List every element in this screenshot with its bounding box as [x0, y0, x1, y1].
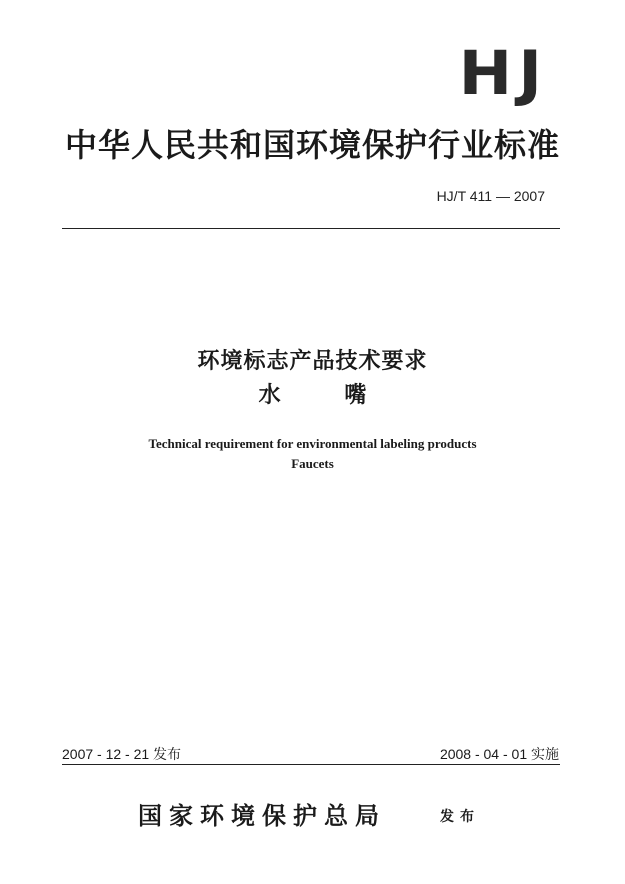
issuing-label: 发布 [440, 809, 480, 825]
standard-number: HJ/T 411 — 2007 [436, 188, 545, 204]
document-title-en: Technical requirement for environmental labeling products [148, 436, 477, 451]
bottom-divider [62, 764, 560, 765]
issuing-authority: 国家环境保护总局 [138, 801, 386, 830]
document-subtitle-cn: 水 嘴 [258, 383, 395, 408]
top-divider [62, 228, 560, 229]
document-title-cn: 环境标志产品技术要求 [197, 349, 428, 374]
issue-date: 2007 - 12 - 21 发布 [62, 746, 182, 762]
implementation-date: 2008 - 04 - 01 实施 [439, 746, 559, 762]
hj-logo: HJ [458, 38, 548, 110]
standard-organization-title: 中华人民共和国环境保护行业标准 [64, 126, 560, 164]
document-subtitle-en: Faucets [291, 456, 334, 471]
